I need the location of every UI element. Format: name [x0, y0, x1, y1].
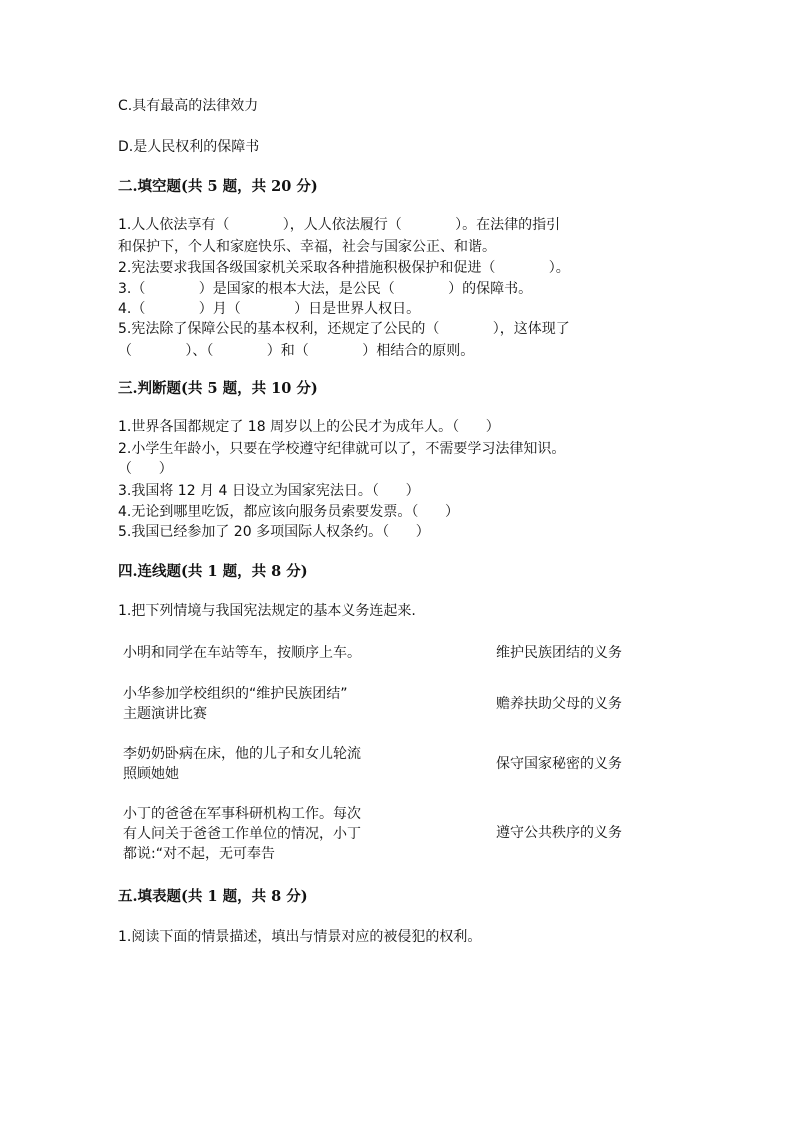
table-question: 1.阅读下面的情景描述，填出与情景对应的被侵犯的权利。 [118, 929, 482, 945]
judge-line-6: 5.我国已经参加了 20 多项国际人权条约。（ ） [118, 524, 430, 540]
section5-heading: 五.填表题(共 1 题，共 8 分) [118, 888, 308, 905]
match-left-item-3: 李奶奶卧病在床，他的儿子和女儿轮流 照顾她她 [123, 746, 361, 782]
fill-line-4: 3.（ ）是国家的根本大法，是公民（ ）的保障书。 [118, 281, 533, 297]
fill-line-2: 和保护下，个人和家庭快乐、幸福，社会与国家公正、和谐。 [118, 239, 496, 255]
option-d: D.是人民权利的保障书 [118, 139, 260, 155]
match-left-item-1: 小明和同学在车站等车，按顺序上车。 [123, 645, 361, 661]
judge-line-5: 4.无论到哪里吃饭，都应该向服务员索要发票。（ ） [118, 504, 460, 520]
match-question: 1.把下列情境与我国宪法规定的基本义务连起来. [118, 603, 416, 619]
match-left-item-4: 小丁的爸爸在军事科研机构工作。每次 有人问关于爸爸工作单位的情况，小丁 都说:“对不起，无可奉告 [123, 806, 361, 862]
section2-heading: 二.填空题(共 5 题，共 20 分) [118, 178, 318, 195]
fill-line-5: 4.（ ）月（ ）日是世界人权日。 [118, 301, 421, 317]
match-right-item-3: 保守国家秘密的义务 [496, 756, 622, 772]
match-right-item-4: 遵守公共秩序的义务 [496, 825, 622, 841]
section3-heading: 三.判断题(共 5 题，共 10 分) [118, 380, 318, 397]
fill-line-6: 5.宪法除了保障公民的基本权利，还规定了公民的（ ），这体现了 [118, 321, 570, 337]
option-c: C.具有最高的法律效力 [118, 98, 259, 114]
judge-line-4: 3.我国将 12 月 4 日设立为国家宪法日。（ ） [118, 483, 420, 499]
judge-line-2: 2.小学生年龄小，只要在学校遵守纪律就可以了，不需要学习法律知识。 [118, 441, 566, 457]
match-right-item-2: 赡养扶助父母的义务 [496, 696, 622, 712]
section4-heading: 四.连线题(共 1 题，共 8 分) [118, 563, 308, 580]
fill-line-3: 2.宪法要求我国各级国家机关采取各种措施积极保护和促进（ ）。 [118, 260, 570, 276]
judge-line-3: （ ） [118, 461, 173, 477]
judge-line-1: 1.世界各国都规定了 18 周岁以上的公民才为成年人。（ ） [118, 419, 500, 435]
match-left-item-2: 小华参加学校组织的“维护民族团结” 主题演讲比赛 [123, 686, 348, 722]
fill-line-1: 1.人人依法享有（ ），人人依法履行（ ）。在法律的指引 [118, 217, 561, 233]
fill-line-7: （ ）、（ ）和（ ）相结合的原则。 [118, 343, 475, 359]
match-right-item-1: 维护民族团结的义务 [496, 645, 622, 661]
